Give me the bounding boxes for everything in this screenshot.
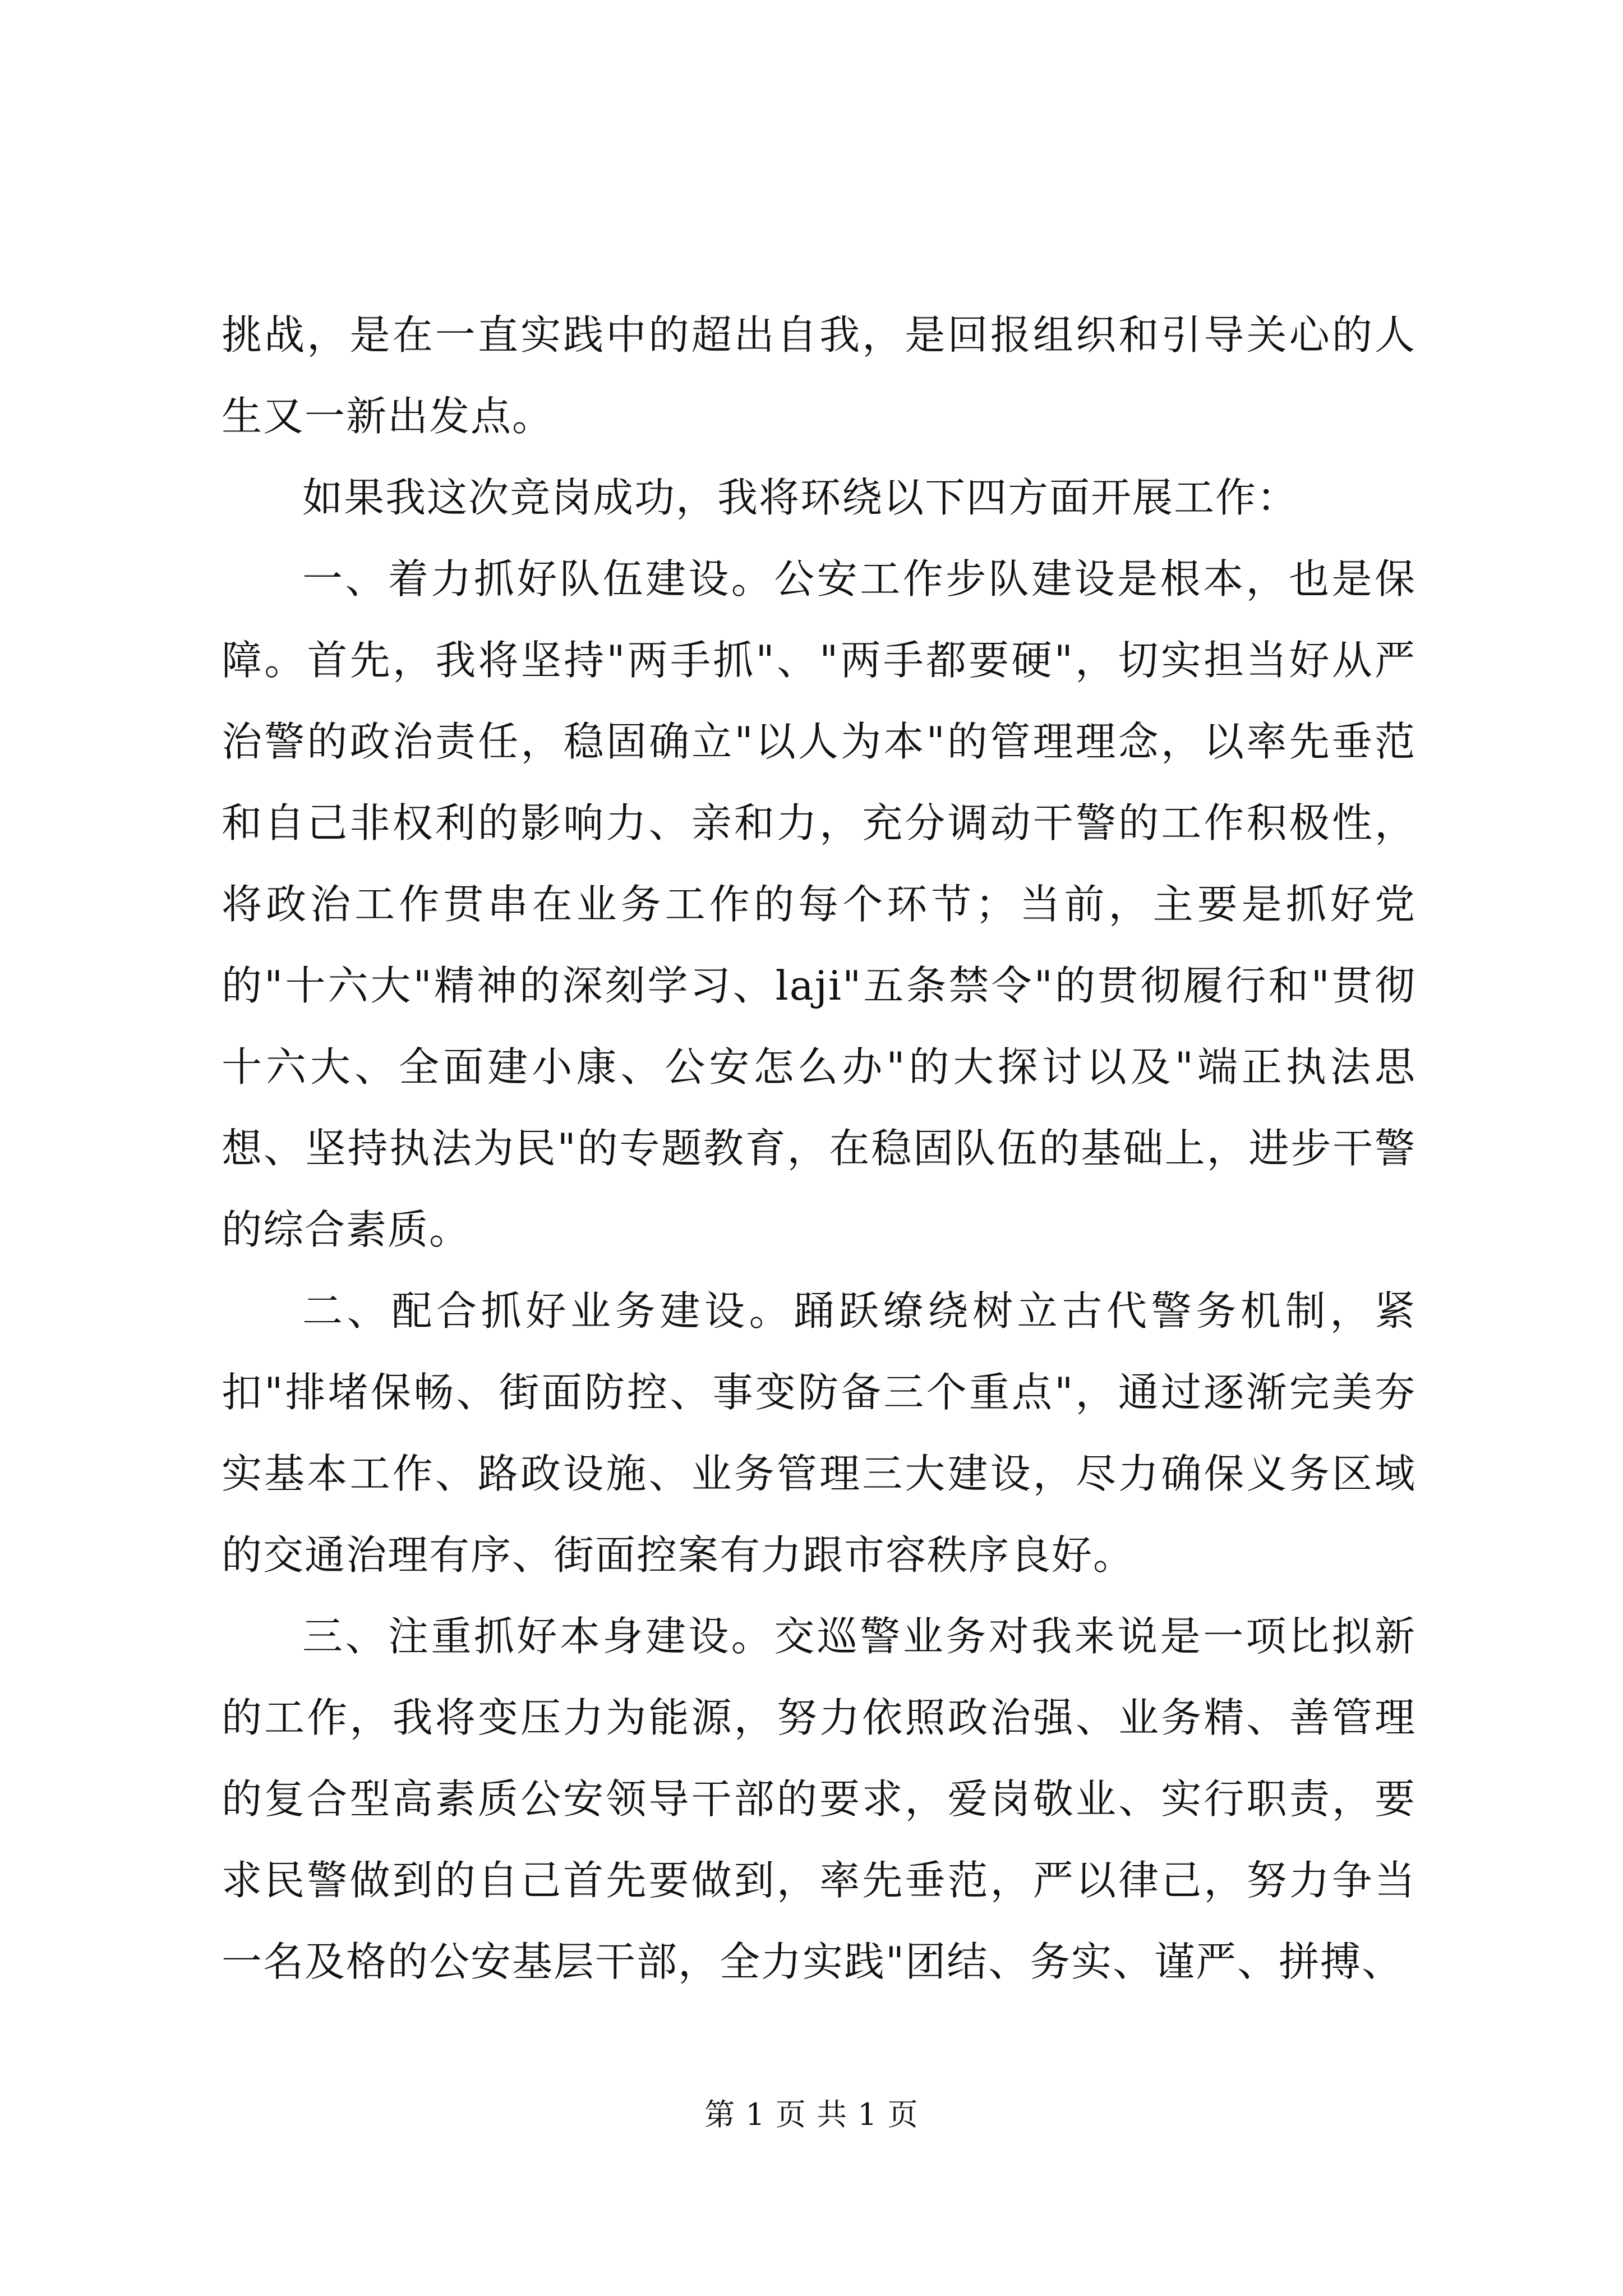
paragraph-2: 如果我这次竞岗成功，我将环绕以下四方面开展工作： [302,474,1299,521]
page-footer: 第 1 页 共 1 页 [704,2097,919,2132]
paragraph-3: 一、着力抓好队伍建设。公安工作步队建设是根本，也是保障。首先，我将坚持"两手抓"、"两手都要硬"，切实担当好从严治警的政治责任，稳固确立"以人为本"的管理理念，以率先垂范和自己非权利的影响力、亲和力，充分调动干警的工作积极性，将政治工作贯串在业务工作的每个环节；当前，主要是抓好党的"十六大"精神的深刻学习、laji"五条禁令"的贯彻履行和"贯彻十六大、全面建小康、公安怎么办"的大探讨以及"端正执法思想、坚持执法为民"的专题教育，在稳固队伍的基础上，进步干警的综合素质。 [222,555,1416,1253]
document-body [222,295,1416,2003]
paragraph-1: 挑战，是在一直实践中的超出自我，是回报组织和引导关心的人生又一新出发点。 [222,311,1416,440]
paragraph-4: 二、配合抓好业务建设。踊跃缭绕树立古代警务机制，紧扣"排堵保畅、街面防控、事变防备三个重点"，通过逐渐完美夯实基本工作、路政设施、业务管理三大建设，尽力确保义务区域的交通治理有序、街面控案有力跟市容秩序良好。 [222,1287,1416,1579]
paragraph-5: 三、注重抓好本身建设。交巡警业务对我来说是一项比拟新的工作，我将变压力为能源，努力依照政治强、业务精、善管理的复合型高素质公安领导干部的要求，爱岗敬业、实行职责，要求民警做到的自己首先要做到，率先垂范，严以律己，努力争当一名及格的公安基层干部，全力实践"团结、务实、谨严、拼搏、 [222,1613,1416,1985]
